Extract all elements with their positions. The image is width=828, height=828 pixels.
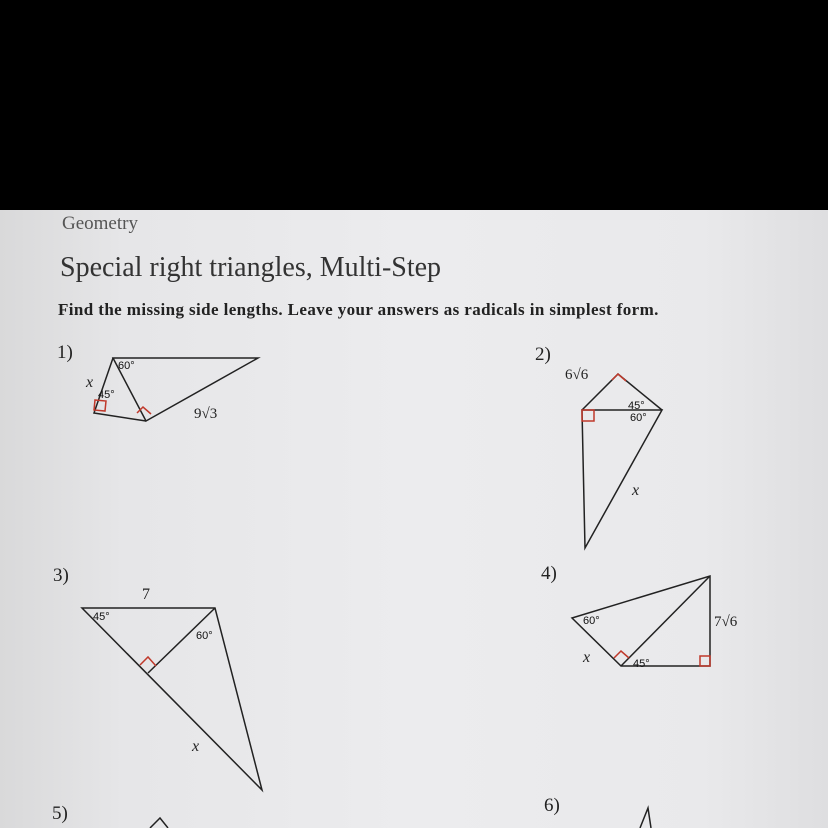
p1-given-side: 9√3	[194, 406, 218, 422]
p2-angle-45-label: 45°	[628, 400, 645, 412]
p4-unknown-x: x	[583, 649, 591, 666]
instructions: Find the missing side lengths. Leave your answers as radicals in simplest form.	[58, 300, 659, 319]
p2-angle-60-label: 60°	[630, 412, 647, 424]
problem-3-number: 3)	[53, 565, 69, 586]
problem-6-figure-partial	[640, 808, 651, 828]
worksheet-title: Special right triangles, Multi-Step	[60, 252, 442, 283]
p4-given-side: 7√6	[714, 614, 738, 630]
p3-angle-45-label: 45°	[93, 611, 110, 623]
problem-2-number: 2)	[535, 344, 551, 365]
problem-6-number: 6)	[544, 795, 560, 816]
p1-angle-45-label: 45°	[98, 389, 115, 401]
p2-given-side: 6√6	[565, 367, 589, 383]
problem-3-figure	[82, 608, 262, 790]
p3-unknown-x: x	[192, 738, 200, 755]
p1-angle-60-label: 60°	[118, 360, 135, 372]
p3-angle-60-label: 60°	[196, 630, 213, 642]
problem-4-number: 4)	[541, 563, 557, 584]
p1-unknown-x: x	[86, 374, 94, 391]
problem-1-number: 1)	[57, 342, 73, 363]
p4-angle-60-label: 60°	[583, 615, 600, 627]
problem-5-figure-partial	[150, 818, 168, 828]
p4-angle-45-label: 45°	[633, 658, 650, 670]
problem-2-figure	[582, 374, 662, 548]
subject-heading: Geometry	[62, 213, 138, 234]
p3-given-side: 7	[142, 586, 150, 603]
p2-unknown-x: x	[632, 482, 640, 499]
problem-5-number: 5)	[52, 803, 68, 824]
